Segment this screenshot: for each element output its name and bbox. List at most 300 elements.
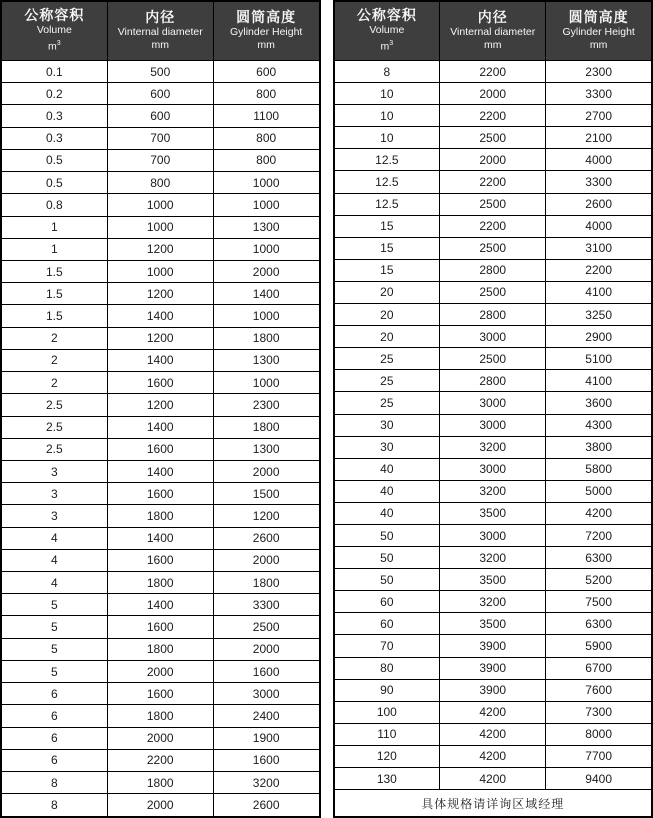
header-height-zh: 圆筒高度: [568, 8, 629, 25]
table-cell: 3000: [440, 392, 546, 414]
table-cell: 3600: [546, 392, 652, 414]
table-row: [334, 105, 653, 127]
table-row: [1, 527, 320, 549]
table-cell: 10: [334, 105, 440, 127]
table-row: [334, 127, 653, 149]
table-row: [334, 171, 653, 193]
table-cell: 1000: [107, 216, 213, 238]
table-cell: 30: [334, 414, 440, 436]
table-cell: 3900: [440, 635, 546, 657]
table-cell: 600: [107, 105, 213, 127]
table-row: [1, 594, 320, 616]
table-row: [334, 83, 653, 105]
table-cell: 2: [1, 349, 107, 371]
table-cell: 5: [1, 594, 107, 616]
table-cell: 4300: [546, 414, 652, 436]
table-cell: 15: [334, 237, 440, 259]
spec-table-left-container: [0, 0, 321, 818]
table-cell: 80: [334, 657, 440, 679]
table-cell: 1: [1, 216, 107, 238]
header-diameter-unit: mm: [483, 38, 502, 51]
table-cell: 5800: [546, 458, 652, 480]
table-cell: 4200: [440, 723, 546, 745]
table-cell: 70: [334, 635, 440, 657]
table-cell: 3200: [440, 547, 546, 569]
table-row: [334, 723, 653, 745]
table-cell: 1000: [213, 238, 319, 260]
table-cell: 700: [107, 149, 213, 171]
header-diameter-en: Vinternal diameter: [117, 25, 203, 38]
table-cell: 4200: [546, 502, 652, 524]
table-row: [334, 61, 653, 83]
table-cell: 2500: [440, 127, 546, 149]
table-row: [334, 237, 653, 259]
table-cell: 2000: [107, 794, 213, 817]
header-row: [1, 1, 320, 61]
table-cell: 9400: [546, 768, 652, 790]
table-cell: 800: [213, 127, 319, 149]
table-cell: 3200: [440, 480, 546, 502]
table-row: [1, 549, 320, 571]
table-cell: 1000: [107, 194, 213, 216]
table-cell: 2000: [213, 638, 319, 660]
table-cell: 6: [1, 727, 107, 749]
table-cell: 20: [334, 304, 440, 326]
table-cell: 2500: [440, 193, 546, 215]
table-cell: 6700: [546, 657, 652, 679]
table-cell: 1600: [107, 616, 213, 638]
table-cell: 1600: [213, 660, 319, 682]
table-cell: 1400: [107, 349, 213, 371]
table-row: [334, 701, 653, 723]
table-cell: 8: [334, 61, 440, 83]
table-row: [334, 370, 653, 392]
table-cell: 10: [334, 83, 440, 105]
table-row: [1, 283, 320, 305]
table-row: [334, 458, 653, 480]
table-cell: 1800: [213, 572, 319, 594]
table-cell: 5: [1, 616, 107, 638]
header-volume-zh: 公称容积: [24, 6, 85, 23]
header-diameter-unit: mm: [151, 38, 169, 51]
header-diameter-zh: 内径: [477, 8, 508, 25]
table-cell: 4200: [440, 768, 546, 790]
table-row: [1, 749, 320, 771]
table-cell: 3500: [440, 502, 546, 524]
table-cell: 5: [1, 638, 107, 660]
table-body: [334, 61, 653, 818]
table-cell: 5100: [546, 348, 652, 370]
table-row: [334, 768, 653, 790]
header-row: [334, 1, 653, 61]
table-cell: 700: [107, 127, 213, 149]
header-height-en: Gylinder Height: [562, 25, 635, 38]
table-cell: 4100: [546, 281, 652, 303]
table-row: [334, 281, 653, 303]
table-row: [1, 416, 320, 438]
table-cell: 2800: [440, 259, 546, 281]
table-cell: 2200: [107, 749, 213, 771]
table-cell: 600: [107, 83, 213, 105]
table-row: [1, 127, 320, 149]
table-cell: 2000: [440, 149, 546, 171]
table-cell: 3000: [213, 683, 319, 705]
table-cell: 6300: [546, 613, 652, 635]
table-cell: 1800: [213, 327, 319, 349]
table-cell: 3900: [440, 679, 546, 701]
table-cell: 1600: [213, 749, 319, 771]
table-row: [1, 616, 320, 638]
table-row: [1, 505, 320, 527]
table-row: [334, 657, 653, 679]
table-cell: 3800: [546, 436, 652, 458]
table-cell: 2200: [440, 171, 546, 193]
table-row: [1, 572, 320, 594]
table-cell: 2200: [546, 259, 652, 281]
table-cell: 5000: [546, 480, 652, 502]
table-cell: 1200: [107, 283, 213, 305]
table-cell: 1900: [213, 727, 319, 749]
table-cell: 1200: [107, 394, 213, 416]
table-cell: 1300: [213, 349, 319, 371]
table-cell: 2700: [546, 105, 652, 127]
table-row: [334, 348, 653, 370]
table-cell: 2000: [107, 660, 213, 682]
table-cell: 4200: [440, 701, 546, 723]
table-row: [1, 794, 320, 817]
table-cell: 1200: [213, 505, 319, 527]
header-height-unit: mm: [257, 38, 275, 51]
table-footer-note: 具体规格请详询区域经理: [334, 790, 653, 817]
table-cell: 2500: [213, 616, 319, 638]
table-cell: 3000: [440, 414, 546, 436]
table-row: [334, 414, 653, 436]
table-cell: 5900: [546, 635, 652, 657]
table-row: [1, 660, 320, 682]
table-cell: 2500: [440, 281, 546, 303]
table-cell: 1800: [107, 572, 213, 594]
table-cell: 4: [1, 549, 107, 571]
table-cell: 2800: [440, 304, 546, 326]
header-diameter-en: Vinternal diameter: [450, 25, 536, 38]
table-cell: 800: [213, 83, 319, 105]
table-cell: 4: [1, 572, 107, 594]
table-cell: 0.1: [1, 61, 107, 83]
table-body: [1, 61, 320, 818]
table-cell: 3: [1, 483, 107, 505]
table-cell: 1300: [213, 438, 319, 460]
table-cell: 50: [334, 547, 440, 569]
table-cell: 1800: [107, 638, 213, 660]
header-volume-en: Volume: [36, 23, 72, 36]
table-row: [1, 772, 320, 794]
table-row: [334, 547, 653, 569]
table-cell: 0.8: [1, 194, 107, 216]
table-row: [1, 238, 320, 260]
table-header: [1, 1, 320, 61]
table-cell: 40: [334, 458, 440, 480]
table-cell: 1600: [107, 549, 213, 571]
table-row: [1, 460, 320, 482]
table-row: [1, 372, 320, 394]
table-cell: 3000: [440, 326, 546, 348]
header-volume-en: Volume: [369, 23, 405, 36]
table-row: [1, 83, 320, 105]
table-cell: 8: [1, 772, 107, 794]
table-cell: 1800: [107, 772, 213, 794]
table-cell: 800: [107, 172, 213, 194]
table-row: [1, 216, 320, 238]
table-cell: 1000: [213, 194, 319, 216]
table-cell: 3900: [440, 657, 546, 679]
table-cell: 4000: [546, 215, 652, 237]
table-cell: 4100: [546, 370, 652, 392]
table-cell: 0.3: [1, 127, 107, 149]
table-cell: 3500: [440, 613, 546, 635]
table-cell: 0.5: [1, 149, 107, 171]
table-cell: 60: [334, 591, 440, 613]
table-cell: 1600: [107, 372, 213, 394]
table-cell: 110: [334, 723, 440, 745]
table-row: [334, 502, 653, 524]
table-cell: 3300: [546, 171, 652, 193]
table-cell: 2.5: [1, 394, 107, 416]
table-row: [1, 305, 320, 327]
table-cell: 1300: [213, 216, 319, 238]
table-cell: 1200: [107, 238, 213, 260]
table-cell: 1: [1, 238, 107, 260]
table-cell: 1400: [107, 527, 213, 549]
table-row: [334, 193, 653, 215]
table-cell: 3000: [440, 524, 546, 546]
table-cell: 15: [334, 215, 440, 237]
table-cell: 2400: [213, 705, 319, 727]
table-cell: 1400: [107, 594, 213, 616]
table-row: [1, 705, 320, 727]
table-cell: 1800: [107, 705, 213, 727]
table-cell: 800: [213, 149, 319, 171]
table-cell: 60: [334, 613, 440, 635]
table-row: [334, 635, 653, 657]
table-row: [334, 304, 653, 326]
table-cell: 0.2: [1, 83, 107, 105]
table-cell: 25: [334, 348, 440, 370]
header-volume: [334, 1, 440, 61]
table-cell: 50: [334, 524, 440, 546]
spec-table-left: [0, 0, 321, 818]
table-cell: 20: [334, 281, 440, 303]
table-row: [1, 260, 320, 282]
table-cell: 1200: [107, 327, 213, 349]
table-row: [1, 194, 320, 216]
header-height-en: Gylinder Height: [229, 25, 303, 38]
header-height: [546, 1, 652, 61]
table-cell: 2800: [440, 370, 546, 392]
table-cell: 3200: [213, 772, 319, 794]
table-cell: 1500: [213, 483, 319, 505]
table-cell: 2200: [440, 105, 546, 127]
table-cell: 2600: [546, 193, 652, 215]
table-header: [334, 1, 653, 61]
table-cell: 2300: [213, 394, 319, 416]
table-row: [334, 480, 653, 502]
table-cell: 1600: [107, 483, 213, 505]
table-cell: 50: [334, 569, 440, 591]
table-cell: 4: [1, 527, 107, 549]
table-cell: 0.3: [1, 105, 107, 127]
table-row: [334, 745, 653, 767]
table-cell: 10: [334, 127, 440, 149]
table-cell: 1600: [107, 683, 213, 705]
table-cell: 3300: [213, 594, 319, 616]
table-cell: 2.5: [1, 416, 107, 438]
table-row: [334, 326, 653, 348]
table-cell: 2300: [546, 61, 652, 83]
table-cell: 40: [334, 502, 440, 524]
table-cell: 20: [334, 326, 440, 348]
table-row: [334, 259, 653, 281]
table-row: [1, 394, 320, 416]
table-footer-row: [334, 790, 653, 817]
table-row: [1, 483, 320, 505]
table-cell: 3300: [546, 83, 652, 105]
table-cell: 1400: [107, 416, 213, 438]
table-cell: 1100: [213, 105, 319, 127]
header-volume-unit: $m^3$: [380, 39, 394, 53]
table-cell: 2500: [440, 237, 546, 259]
table-cell: 2000: [440, 83, 546, 105]
table-row: [1, 438, 320, 460]
table-row: [334, 591, 653, 613]
table-cell: 40: [334, 480, 440, 502]
table-cell: 2: [1, 327, 107, 349]
table-cell: 2600: [213, 527, 319, 549]
table-cell: 3500: [440, 569, 546, 591]
table-cell: 1.5: [1, 305, 107, 327]
spec-table-right: [333, 0, 653, 818]
table-cell: 2000: [107, 727, 213, 749]
table-row: [1, 105, 320, 127]
table-cell: 4000: [546, 149, 652, 171]
table-cell: 7600: [546, 679, 652, 701]
table-row: [334, 215, 653, 237]
table-cell: 3100: [546, 237, 652, 259]
table-cell: 6300: [546, 547, 652, 569]
table-cell: 12.5: [334, 149, 440, 171]
header-height-zh: 圆筒高度: [236, 8, 297, 25]
table-cell: 25: [334, 392, 440, 414]
table-cell: 5: [1, 660, 107, 682]
table-row: [334, 613, 653, 635]
table-cell: 7500: [546, 591, 652, 613]
table-cell: 2.5: [1, 438, 107, 460]
header-diameter-zh: 内径: [145, 8, 176, 25]
table-cell: 1.5: [1, 283, 107, 305]
table-cell: 3250: [546, 304, 652, 326]
table-cell: 1000: [107, 260, 213, 282]
table-cell: 30: [334, 436, 440, 458]
header-height: [213, 1, 319, 61]
table-cell: 600: [213, 61, 319, 83]
table-row: [1, 683, 320, 705]
header-volume: [1, 1, 107, 61]
table-row: [1, 172, 320, 194]
table-cell: 1000: [213, 305, 319, 327]
table-cell: 2100: [546, 127, 652, 149]
table-cell: 3200: [440, 591, 546, 613]
table-row: [334, 436, 653, 458]
table-row: [1, 638, 320, 660]
table-cell: 3: [1, 460, 107, 482]
table-cell: 12.5: [334, 193, 440, 215]
table-cell: 130: [334, 768, 440, 790]
table-cell: 3: [1, 505, 107, 527]
table-cell: 1400: [107, 305, 213, 327]
table-cell: 8: [1, 794, 107, 817]
table-cell: 6: [1, 705, 107, 727]
table-cell: 2: [1, 372, 107, 394]
table-cell: 15: [334, 259, 440, 281]
table-cell: 8000: [546, 723, 652, 745]
table-cell: 6: [1, 683, 107, 705]
table-cell: 100: [334, 701, 440, 723]
table-cell: 2200: [440, 61, 546, 83]
table-cell: 2000: [213, 549, 319, 571]
table-cell: 120: [334, 745, 440, 767]
table-cell: 0.5: [1, 172, 107, 194]
table-row: [334, 524, 653, 546]
table-cell: 5200: [546, 569, 652, 591]
table-cell: 4200: [440, 745, 546, 767]
table-row: [1, 349, 320, 371]
table-cell: 2600: [213, 794, 319, 817]
table-row: [1, 149, 320, 171]
table-cell: 1000: [213, 172, 319, 194]
header-volume-unit: $m^3$: [48, 39, 61, 53]
table-row: [1, 327, 320, 349]
table-cell: 7700: [546, 745, 652, 767]
table-cell: 6: [1, 749, 107, 771]
header-height-unit: mm: [589, 38, 608, 51]
header-diameter: [107, 1, 213, 61]
table-row: [1, 727, 320, 749]
table-row: [334, 569, 653, 591]
table-row: [334, 149, 653, 171]
table-cell: 1800: [213, 416, 319, 438]
table-cell: 7300: [546, 701, 652, 723]
table-cell: 2000: [213, 460, 319, 482]
table-cell: 1.5: [1, 260, 107, 282]
table-cell: 1400: [107, 460, 213, 482]
table-cell: 1600: [107, 438, 213, 460]
table-cell: 12.5: [334, 171, 440, 193]
table-cell: 1000: [213, 372, 319, 394]
table-cell: 2200: [440, 215, 546, 237]
table-cell: 90: [334, 679, 440, 701]
table-cell: 2500: [440, 348, 546, 370]
table-row: [334, 679, 653, 701]
table-cell: 1800: [107, 505, 213, 527]
table-row: [1, 61, 320, 83]
table-row: [334, 392, 653, 414]
spec-table-right-container: [333, 0, 653, 818]
table-cell: 7200: [546, 524, 652, 546]
table-cell: 3000: [440, 458, 546, 480]
header-diameter: [440, 1, 546, 61]
header-volume-zh: 公称容积: [356, 6, 417, 23]
table-cell: 3200: [440, 436, 546, 458]
table-cell: 25: [334, 370, 440, 392]
